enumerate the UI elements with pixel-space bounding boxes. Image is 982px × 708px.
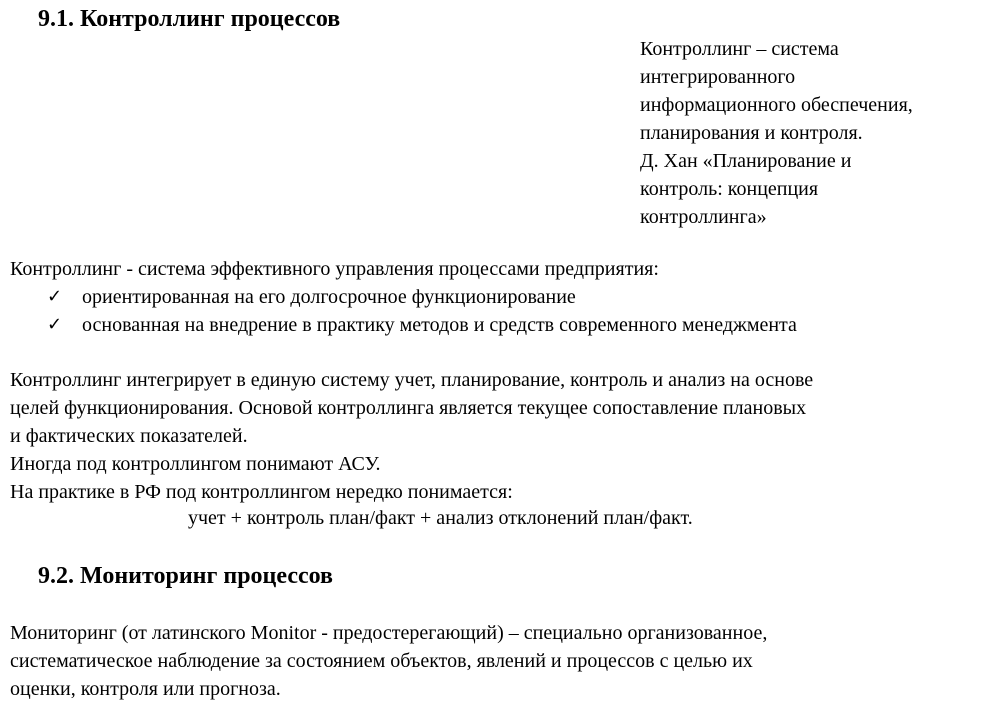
definition-bullet-list — [47, 283, 797, 339]
paragraph-line: Иногда под контроллингом понимают АСУ. — [10, 453, 381, 475]
list-item — [47, 311, 797, 339]
checkmark-icon: ✓ — [47, 286, 63, 307]
controlling-paragraph — [10, 366, 982, 506]
epigraph-line: Контроллинг – система — [640, 38, 839, 60]
section-title-monitoring: 9.2. Мониторинг процессов — [38, 563, 333, 589]
bullet-text: ориентированная на его долгосрочное функционирование — [82, 286, 576, 308]
epigraph-attribution: контроллинга» — [640, 206, 767, 228]
paragraph-line: Контроллинг интегрирует в единую систему учет, планирование, контроль и анализ на основе — [10, 369, 814, 391]
epigraph-attribution: Д. Хан «Планирование и — [640, 150, 852, 172]
controlling-definition — [10, 255, 982, 283]
epigraph-quote — [640, 35, 980, 231]
paragraph-line: На практике в РФ под контроллингом нередко понимается: — [10, 481, 513, 503]
bullet-text: основанная на внедрение в практику методов и средств современного менеджмента — [82, 314, 797, 336]
paragraph-line: целей функционирования. Основой контроллинга является текущее сопоставление плановых — [10, 397, 807, 419]
epigraph-line: планирования и контроля. — [640, 122, 863, 144]
paragraph-line: систематическое наблюдение за состоянием объектов, явлений и процессов с целью их — [10, 650, 753, 672]
section-title-controlling: 9.1. Контроллинг процессов — [38, 6, 341, 32]
definition-text: Контроллинг - система эффективного управления процессами предприятия: — [10, 258, 659, 280]
epigraph-line: интегрированного — [640, 66, 796, 88]
paragraph-line: и фактических показателей. — [10, 425, 248, 447]
controlling-formula: учет + контроль план/факт + анализ отклонений план/факт. — [188, 507, 693, 529]
paragraph-line: оценки, контроля или прогноза. — [10, 678, 281, 700]
list-item — [47, 283, 797, 311]
monitoring-paragraph — [10, 619, 982, 703]
checkmark-icon: ✓ — [47, 314, 63, 335]
paragraph-line: Мониторинг (от латинского Monitor - предостерегающий) – специально организованное, — [10, 622, 768, 644]
epigraph-line: информационного обеспечения, — [640, 94, 913, 116]
epigraph-attribution: контроль: концепция — [640, 178, 819, 200]
